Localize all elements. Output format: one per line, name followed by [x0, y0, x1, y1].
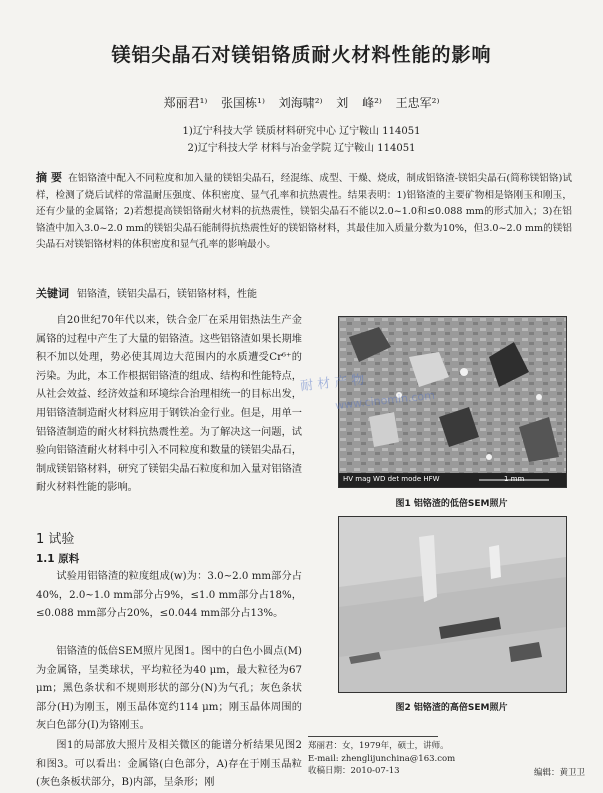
footnote-rule	[308, 736, 438, 737]
abstract	[36, 170, 572, 254]
figure-1-caption: 图1 铝铬渣的低倍SEM照片	[395, 499, 508, 509]
affiliation-1: 1)辽宁科技大学 镁质材料研究中心 辽宁鞍山 114051	[182, 126, 421, 137]
paragraph-materials: 试验用铝铬渣的粒度组成(w)为：3.0~2.0 mm部分占40%，2.0~1.0 mm部分占9%，≤1.0 mm部分占18%，≤0.088 mm部分占20%，≤0.044 mm部分占13%。	[36, 571, 302, 620]
paragraph-fig2-description: 图1的局部放大照片及相关微区的能谱分析结果见图2和图3。可以看出：金属铬(白色部分，A)存在于刚玉晶粒(灰色条板状部分，B)内部，呈条形；刚	[36, 740, 302, 789]
figure-1-scale-label: 1 mm	[504, 475, 525, 483]
footnote-received-date: 收稿日期：2010-07-13	[308, 766, 400, 776]
footnote-email: E-mail: zhenglijunchina@163.com	[308, 753, 456, 764]
intro-paragraph: 自20世纪70年代以来，铁合金厂在采用铝热法生产金属铬的过程中产生了大量的铝铬渣。这些铝铬渣如果长期堆积不加以处理，势必使其周边大范围内的水质遭受Cr⁶⁺的污染。为此，本工作根据铝铬渣的组成、结构和性能特点，从社会效益、经济效益和环境综合治理相统一的目标出发，用铝铬渣制造耐火材料应用于钢铁冶金行业。但是，用单一铝铬渣制造的耐火材料抗热震性差。为了解决这一问题，试验向铝铬渣耐火材料中引入不同粒度和数量的镁铝尖晶石，制成镁铝铬材料，研究了镁铝尖晶石粒度和加入量对铝铬渣耐火材料性能的影响。	[36, 315, 302, 494]
editor-credit: 编辑：黄卫卫	[533, 768, 585, 778]
keywords-text: 铝铬渣，镁铝尖晶石，镁铝铬材料，性能	[77, 289, 257, 300]
abstract-text: 在铝铬渣中配入不同粒度和加入量的镁铝尖晶石，经混练、成型、干燥、烧成，制成铝铬渣-镁铝尖晶石(简称镁铝铬)试样，检测了烧后试样的常温耐压强度、体积密度、显气孔率和抗热震性。结果表明：1)铝铬渣的主要矿物相是铬刚玉和刚玉，还有少量的金属铬；2)若想提高镁铝铬耐火材料的抗热震性，镁铝尖晶石不能以2.0~1.0和≤0.088 mm的形式加入；3)在铝铬渣中加入3.0~2.0 mm的镁铝尖晶石能制得抗热震性好的镁铝铬材料，其最佳加入质量分数为10%，但3.0~2.0 mm的镁铝尖晶石对镁铝铬材料的体积密度和显气孔率的影响最小。	[36, 173, 572, 250]
figure-1-info-bar: HV mag WD det mode HFW	[343, 475, 440, 483]
paper-title: 镁铝尖晶石对镁铝铬质耐火材料性能的影响	[111, 44, 492, 66]
figure-2-micrograph	[339, 517, 566, 692]
watermark-url: www.cinomin.com	[334, 388, 436, 413]
keywords-label: 关键词	[36, 287, 69, 300]
subsection-heading-1-1: 1.1 原料	[36, 553, 80, 565]
author-list: 郑丽君¹⁾ 张国栋¹⁾ 刘海啸²⁾ 刘 峰²⁾ 王忠军²⁾	[163, 96, 440, 110]
paragraph-fig1-description: 铝铬渣的低倍SEM照片见图1。图中的白色小圆点(M)为金属铬，呈类球状，平均粒径为40 μm，最大粒径为67 μm；黑色条状和不规则形状的部分(N)为气孔；灰色条状部分(H)为刚玉，刚玉晶体宽约114 μm；刚玉晶体周围的灰白色部分(I)为铬刚玉。	[36, 646, 302, 732]
figure-2-caption: 图2 铝铬渣的高倍SEM照片	[395, 703, 508, 713]
watermark-text: 耐 材 产 物	[299, 372, 366, 395]
keywords	[36, 285, 572, 301]
affiliation-2: 2)辽宁科技大学 材料与冶金学院 辽宁鞍山 114051	[187, 143, 416, 154]
section-heading-1: 1 试验	[36, 532, 75, 547]
figure-2-sem-image	[338, 516, 567, 693]
abstract-label: 摘 要	[36, 171, 63, 184]
footnote-author: 郑丽君：女，1979年，硕士，讲师。	[308, 741, 449, 751]
